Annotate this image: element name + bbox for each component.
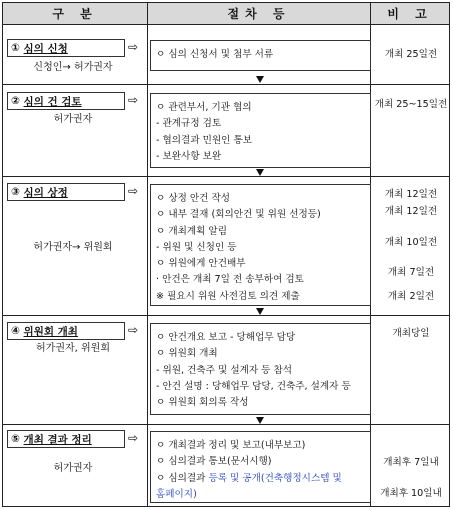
step-3-note: 개최 12일전 [384, 189, 438, 200]
step-4-item: ㅇ 안건개요 보고 - 당해업무 담당 [156, 332, 296, 343]
step-2-note: 개최 25~15일전 [374, 99, 448, 110]
step-5-procedure-box [150, 431, 371, 503]
step-4-note: 개최당일 [392, 328, 430, 339]
step-3-item: ㅇ 내부 결재 (회의안건 및 위원 선정등) [156, 209, 321, 221]
step-1-actor: 신청인→ 허가권자 [33, 62, 113, 73]
header-procedure [148, 3, 370, 25]
step-4-item: ㅇ 위원회 개최 [156, 348, 218, 360]
step-1-note: 개최 25일전 [384, 49, 438, 60]
step-2-label: 심의 건 검토 [23, 95, 82, 108]
step-3-item: · 안건은 개최 7일 전 송부하여 검토 [156, 274, 304, 286]
section-divider [3, 424, 449, 425]
step-1-item: ㅇ 심의 신청서 및 첨부 서류 [156, 49, 274, 60]
step-3-item: ※ 필요시 위원 사전검토 의견 제출 [156, 290, 300, 302]
step-3-item: ㅇ 상정 안건 작성 [156, 193, 231, 204]
step-4-title [7, 322, 125, 340]
right-arrow-icon: ⇨ [128, 40, 139, 54]
step-3-label: 심의 상정 [23, 186, 68, 199]
down-arrow-icon [256, 76, 264, 83]
header-remarks [371, 3, 449, 25]
step-4-item: - 안건 설명 : 당해업무 담당, 건축주, 설계자 등 [156, 380, 351, 392]
step-5-item: ㅇ 심의결과 통보(문서시행) [156, 456, 272, 468]
step-2-item: ㅇ 관련부서, 기관 협의 [156, 102, 252, 113]
step-5-item-text: ㅇ 심의결과 [156, 472, 209, 484]
step-4-item: - 위원, 건축주 및 설계자 등 참석 [156, 364, 293, 376]
step-5-item-link: 등록 및 공개(건축행정시스템 및 [208, 472, 342, 484]
step-2-number: ② [11, 95, 20, 107]
step-5-actor: 허가권자 [53, 463, 93, 474]
step-1-title [7, 39, 125, 57]
section-divider [3, 315, 449, 316]
step-5-item-link-cont [156, 487, 366, 503]
step-3-note: 개최 2일전 [387, 291, 435, 302]
step-3-procedure-box [150, 184, 371, 306]
step-3-actor: 허가권자→ 위원회 [33, 242, 113, 253]
right-arrow-icon: ⇨ [128, 431, 139, 445]
step-5-note: 개최후 7일내 [383, 457, 439, 468]
step-5-number: ⑤ [11, 433, 20, 445]
step-5-item: ㅇ 개최결과 정리 및 보고(내부보고) [156, 440, 306, 451]
down-arrow-icon [256, 308, 264, 315]
step-3-note: 개최 10일전 [384, 237, 438, 248]
step-3-item: ㅇ 위원에게 안건배부 [156, 258, 246, 270]
step-5-label: 개최 결과 정리 [23, 433, 92, 446]
step-2-item: - 관계규정 검토 [156, 118, 222, 130]
step-3-item: ㅇ 개최계획 알림 [156, 225, 227, 237]
procedure-table [2, 2, 450, 507]
step-4-actor: 허가권자, 위원회 [36, 343, 110, 354]
step-4-number: ④ [11, 325, 20, 337]
down-arrow-icon [256, 169, 264, 176]
section-divider [3, 84, 449, 85]
header-remarks-label: 비 고 [387, 7, 433, 21]
step-5-item-with-link [156, 471, 366, 487]
step-1-label: 심의 신청 [23, 42, 68, 55]
column-divider [147, 3, 148, 506]
step-3-number: ③ [11, 186, 20, 198]
step-4-label: 위원회 개최 [23, 325, 78, 338]
right-arrow-icon: ⇨ [128, 93, 139, 107]
step-3-note: 개최 12일전 [384, 206, 438, 217]
step-4-item: ㅇ 위원회 회의록 작성 [156, 397, 249, 409]
header-category-label: 구 분 [52, 7, 98, 21]
down-arrow-icon [256, 417, 264, 424]
header-category [3, 3, 147, 25]
right-arrow-icon: ⇨ [128, 184, 139, 198]
step-3-note: 개최 7일전 [387, 267, 435, 278]
step-3-title [7, 183, 125, 201]
step-2-actor: 허가권자 [53, 114, 93, 125]
step-2-procedure-box [150, 93, 371, 168]
section-divider [3, 176, 449, 177]
step-4-procedure-box [150, 323, 371, 415]
step-3-item: - 위원 및 신청인 등 [156, 241, 237, 253]
step-1-number: ① [11, 42, 20, 54]
step-2-item: - 보완사항 보완 [156, 150, 222, 162]
step-1-procedure-box [150, 40, 371, 71]
right-arrow-icon: ⇨ [128, 323, 139, 337]
step-5-title [7, 430, 125, 448]
step-5-item-link-cont-text: 홈페이지) [156, 488, 197, 500]
step-2-title [7, 92, 125, 110]
step-5-note: 개최후 10일내 [380, 488, 442, 499]
step-2-item: - 협의결과 민원인 통보 [156, 134, 253, 146]
header-procedure-label: 절차 등 [227, 7, 291, 21]
